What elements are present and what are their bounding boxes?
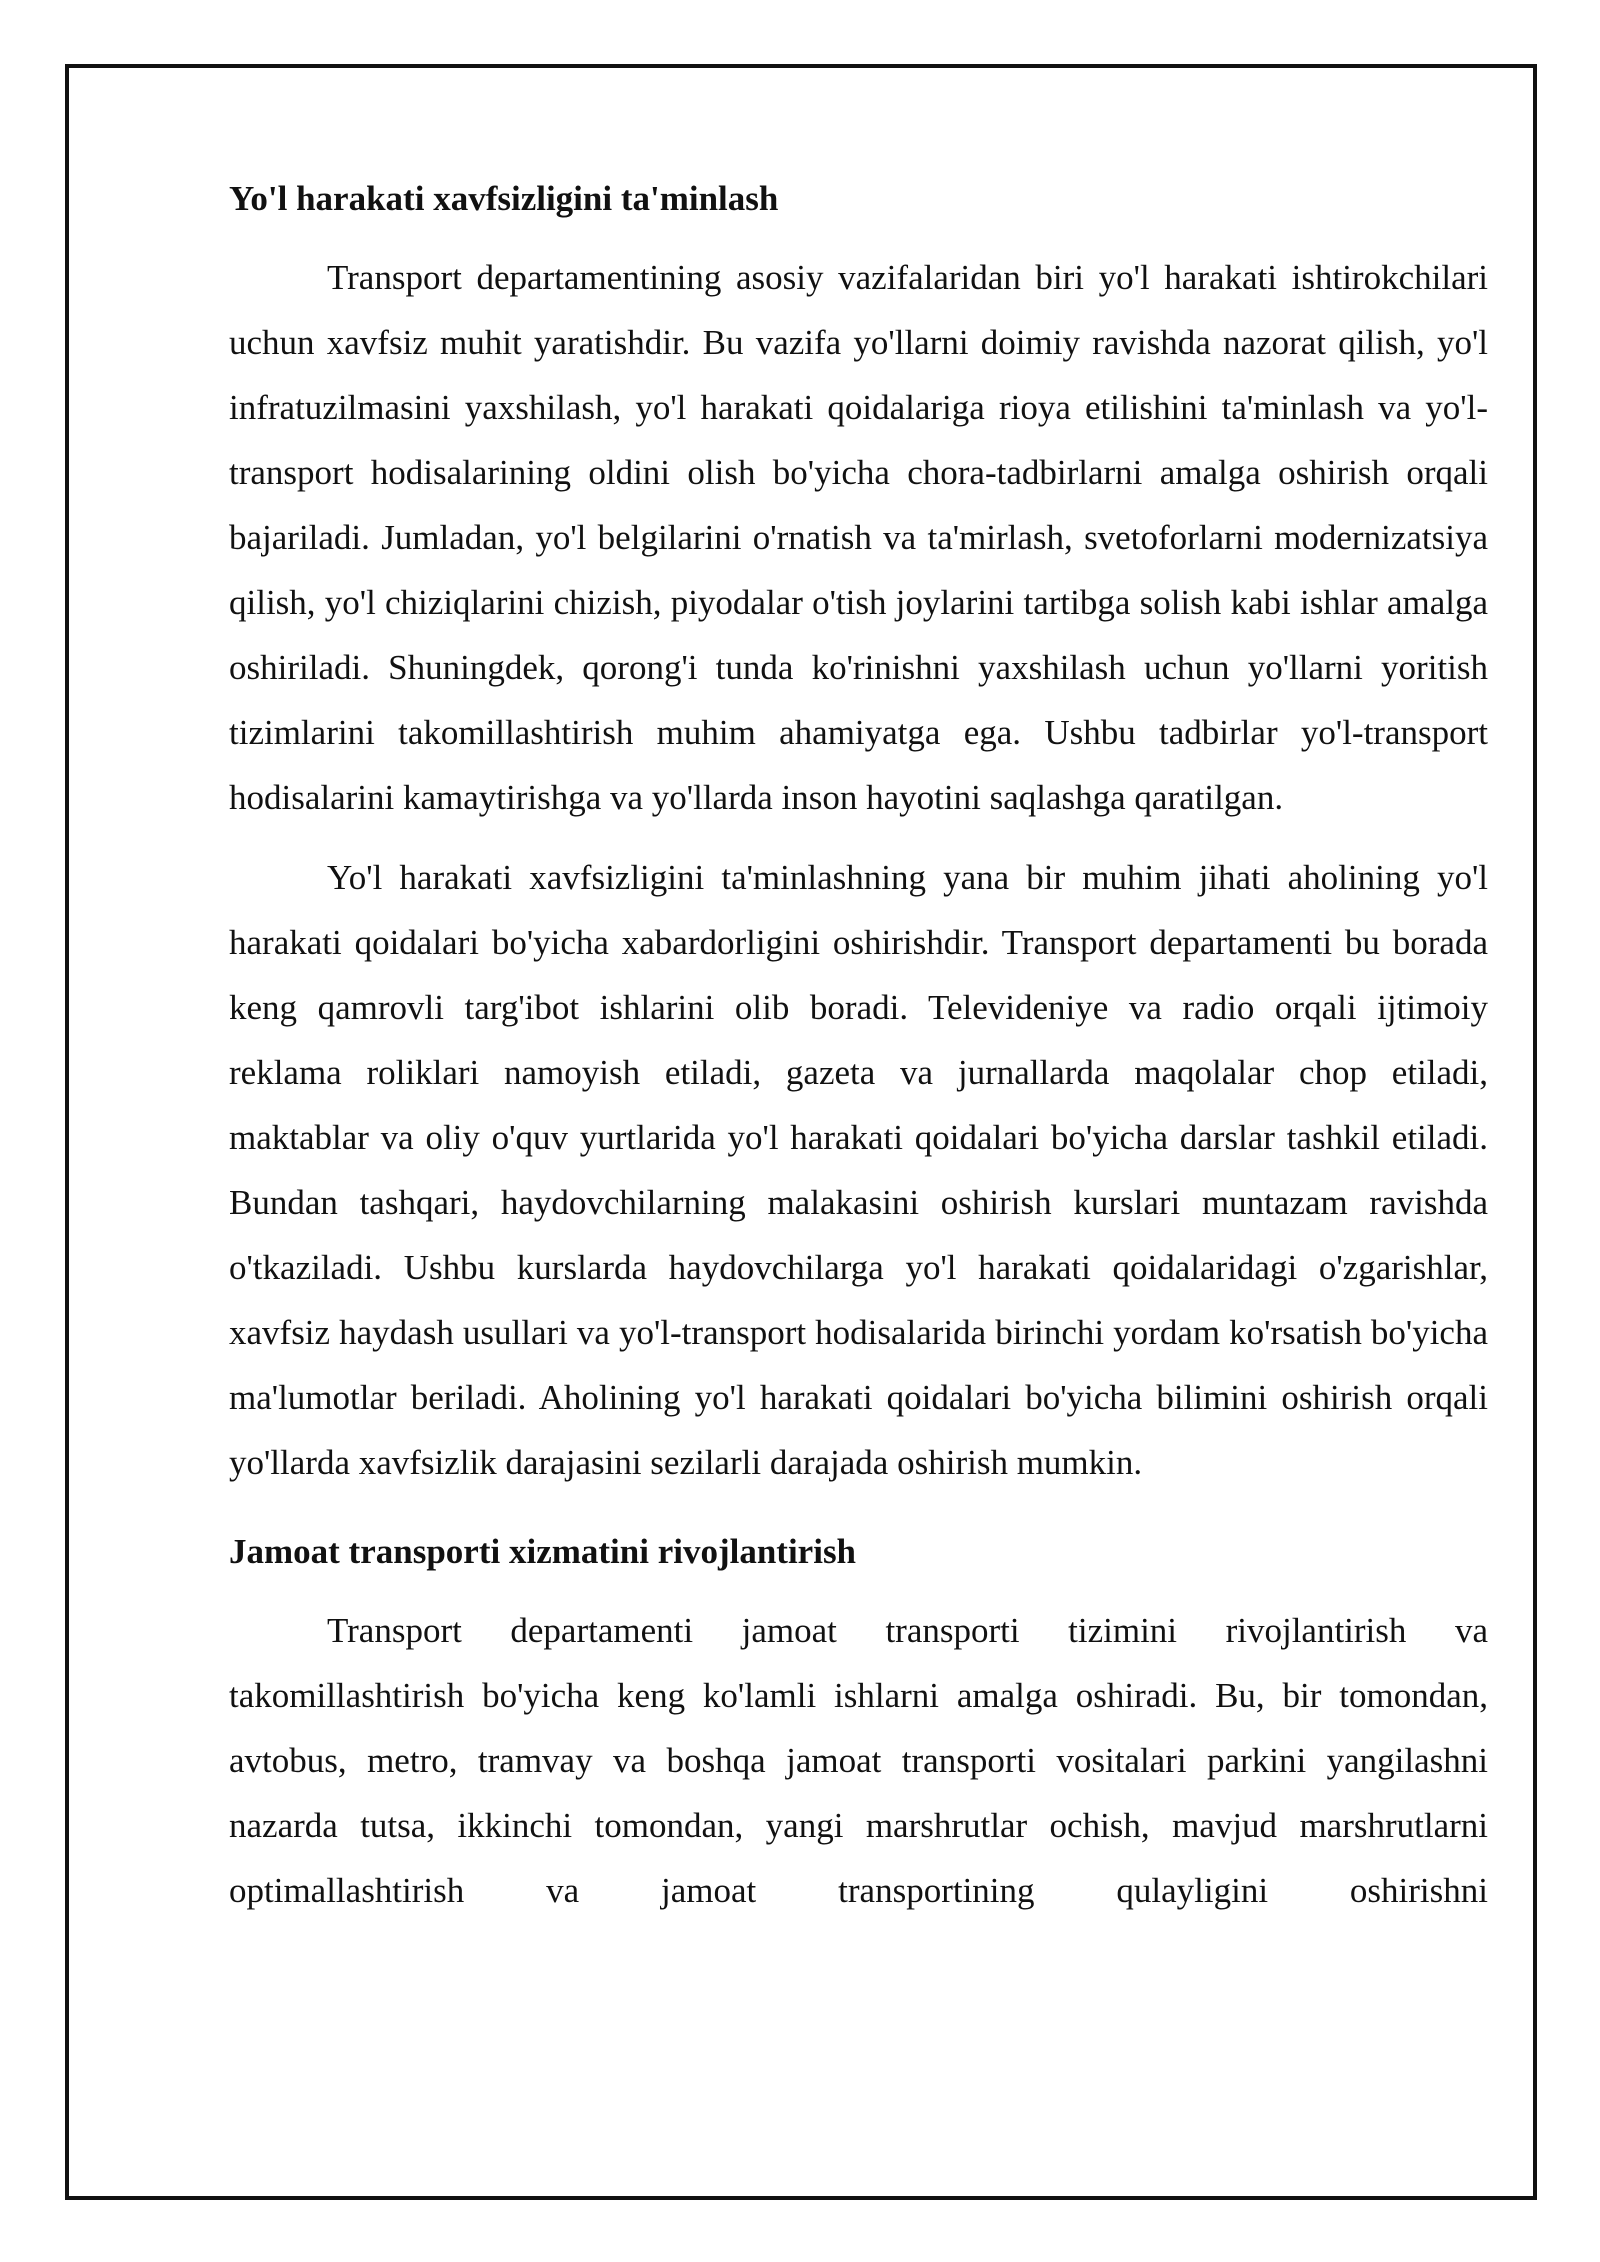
document-body — [229, 166, 1488, 1923]
paragraph-public-transport-1: Transport departamenti jamoat transporti tizimini rivojlantirish va takomillashtirish bo'yicha keng ko'lamli ishlarni amalga oshiradi. Bu, bir tomondan, avtobus, metro, tramvay va boshqa jamoat transporti vositalari parkini yangilashni nazarda tutsa, ikkinchi tomondan, yangi marshrutlar ochish, mavjud marshrutlarni optimallashtirish va jamoat transportining qulayligini oshirishni — [229, 1611, 1488, 1910]
paragraph-road-safety-1: Transport departamentining asosiy vazifalaridan biri yo'l harakati ishtirokchilari uchun xavfsiz muhit yaratishdir. Bu vazifa yo'llarni doimiy ravishda nazorat qilish, yo'l infratuzilmasini yaxshilash, yo'l harakati qoidalariga rioya etilishini ta'minlash va yo'l-transport hodisalarining oldini olish bo'yicha chora-tadbirlarni amalga oshirish orqali bajariladi. Jumladan, yo'l belgilarini o'rnatish va ta'mirlash, svetoforlarni modernizatsiya qilish, yo'l chiziqlarini chizish, piyodalar o'tish joylarini tartibga solish kabi ishlar amalga oshiriladi. Shuningdek, qorong'i tunda ko'rinishni yaxshilash uchun yo'llarni yoritish tizimlarini takomillashtirish muhim ahamiyatga ega. Ushbu tadbirlar yo'l-transport hodisalarini kamaytirishga va yo'llarda inson hayotini saqlashga qaratilgan. — [229, 258, 1488, 817]
paragraph-road-safety-2: Yo'l harakati xavfsizligini ta'minlashning yana bir muhim jihati aholining yo'l harakati qoidalari bo'yicha xabardorligini oshirishdir. Transport departamenti bu borada keng qamrovli targ'ibot ishlarini olib boradi. Televideniye va radio orqali ijtimoiy reklama roliklari namoyish etiladi, gazeta va jurnallarda maqolalar chop etiladi, maktablar va oliy o'quv yurtlarida yo'l harakati qoidalari bo'yicha darslar tashkil etiladi. Bundan tashqari, haydovchilarning malakasini oshirish kurslari muntazam ravishda o'tkaziladi. Ushbu kurslarda haydovchilarga yo'l harakati qoidalaridagi o'zgarishlar, xavfsiz haydash usullari va yo'l-transport hodisalarida birinchi yordam ko'rsatish bo'yicha ma'lumotlar beriladi. Aholining yo'l harakati qoidalari bo'yicha bilimini oshirish orqali yo'llarda xavfsizlik darajasini sezilarli darajada oshirish mumkin. — [229, 858, 1488, 1482]
section-heading-road-safety: Yo'l harakati xavfsizligini ta'minlash — [229, 179, 779, 218]
section-heading-public-transport: Jamoat transporti xizmatini rivojlantirish — [229, 1532, 857, 1571]
